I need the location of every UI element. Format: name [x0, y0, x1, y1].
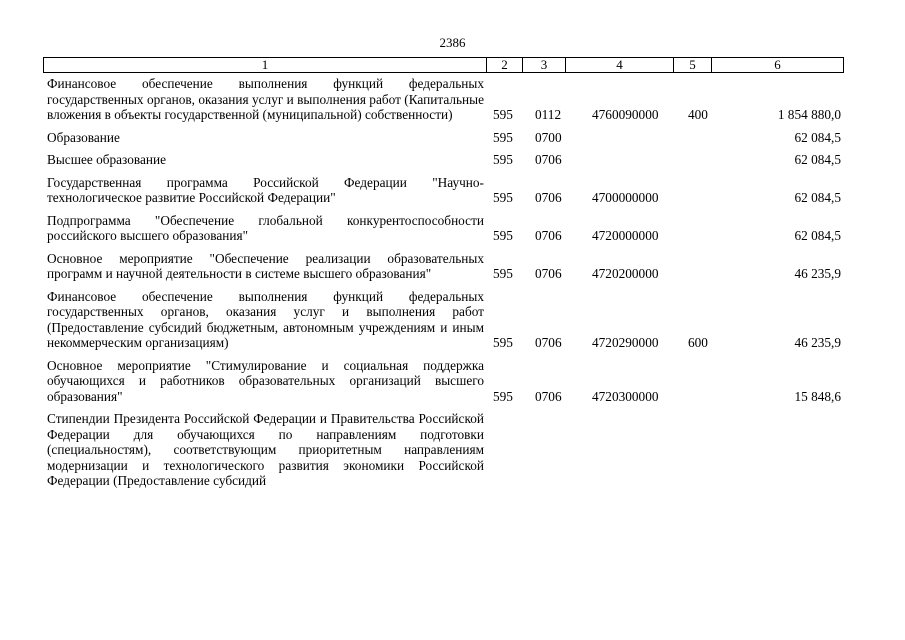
row-name: Государственная программа Российской Федерации "Научно-технологическое развитие Российской Федерации" — [47, 174, 484, 205]
row-glava: 595 — [493, 335, 513, 350]
page-number: 2386 — [439, 35, 466, 50]
table-row — [47, 130, 844, 146]
table-row — [47, 152, 844, 168]
table-row — [47, 289, 844, 351]
row-name: Основное мероприятие "Стимулирование и социальная поддержка обучающихся и работников образовательных организаций высшего образования" — [47, 357, 484, 404]
row-glava: 595 — [493, 190, 513, 205]
row-section: 0112 — [535, 107, 562, 122]
row-section: 0706 — [535, 388, 562, 404]
row-glava: 595 — [493, 129, 513, 145]
row-name: Основное мероприятие "Обеспечение реализации образовательных программ и научной деятельности в системе высшего образования" — [47, 250, 484, 281]
row-name: Образование — [47, 129, 120, 145]
row-glava: 595 — [493, 228, 513, 243]
row-name: Финансовое обеспечение выполнения функций федеральных государственных органов, оказания услуг и выполнения работ (Предоставление субсидий бюджетным, автономным учреждениям и иным некоммерческим организациям) — [47, 288, 484, 350]
row-section: 0706 — [535, 152, 562, 167]
row-target: 4720200000 — [592, 266, 659, 281]
table-row — [47, 358, 844, 405]
row-amount: 1 854 880,0 — [777, 107, 841, 122]
row-vid: 400 — [688, 107, 708, 122]
row-glava: 595 — [493, 388, 513, 404]
table-row — [47, 175, 844, 206]
header-col-3: 3 — [523, 58, 566, 72]
table-row — [47, 213, 844, 244]
row-amount: 62 084,5 — [794, 129, 841, 145]
row-target: 4700000000 — [592, 190, 659, 205]
row-target: 4720300000 — [592, 388, 659, 404]
row-section: 0706 — [535, 266, 562, 281]
row-amount: 46 235,9 — [794, 335, 841, 350]
table-row — [47, 251, 844, 282]
row-section: 0706 — [535, 190, 562, 205]
row-section: 0706 — [535, 335, 562, 350]
header-col-6: 6 — [774, 57, 781, 72]
row-amount: 62 084,5 — [794, 152, 841, 167]
table-body — [47, 76, 844, 496]
header-col-5: 5 — [674, 58, 712, 72]
row-target: 4720000000 — [592, 228, 659, 243]
table-row — [47, 411, 844, 489]
header-col-1: 1 — [44, 58, 487, 72]
header-col-4: 4 — [566, 58, 674, 72]
row-target: 4760090000 — [592, 107, 659, 122]
row-section: 0706 — [535, 228, 562, 243]
row-target: 4720290000 — [592, 335, 659, 350]
table-header — [43, 57, 844, 73]
row-amount: 62 084,5 — [794, 190, 841, 205]
header-col-2: 2 — [487, 58, 523, 72]
row-glava: 595 — [493, 107, 513, 122]
row-name: Стипендии Президента Российской Федерации и Правительства Российской Федерации для обучающихся по направлениям подготовки (специальностям), соответствующим приоритетным направлениям модернизации и технологического развития экономики Российской Федерации (Предоставление субсидий — [47, 411, 484, 488]
row-name: Подпрограмма "Обеспечение глобальной конкурентоспособности российского высшего образования" — [47, 212, 484, 243]
table-row — [47, 76, 844, 123]
row-section: 0700 — [535, 129, 562, 145]
row-vid: 600 — [688, 335, 708, 350]
row-name: Высшее образование — [47, 152, 166, 167]
row-glava: 595 — [493, 266, 513, 281]
row-amount: 46 235,9 — [794, 266, 841, 281]
row-amount: 62 084,5 — [794, 228, 841, 243]
row-glava: 595 — [493, 152, 513, 167]
row-amount: 15 848,6 — [794, 388, 841, 404]
row-name: Финансовое обеспечение выполнения функций федеральных государственных органов, оказания услуг и выполнения работ (Капитальные вложения в объекты государственной (муниципальной) собственности) — [47, 76, 484, 122]
